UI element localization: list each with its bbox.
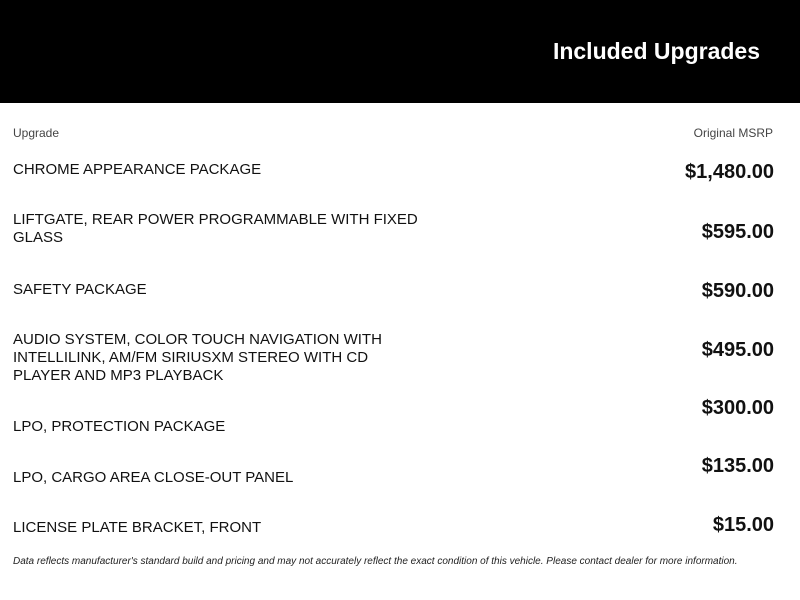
upgrade-name: LPO, CARGO AREA CLOSE-OUT PANEL xyxy=(13,469,294,486)
page-title: Included Upgrades xyxy=(552,38,760,64)
column-header-upgrade: Upgrade xyxy=(13,126,60,140)
upgrade-name: LPO, PROTECTION PACKAGE xyxy=(13,418,226,435)
upgrade-price: $495.00 xyxy=(701,339,774,361)
upgrade-price: $1,480.00 xyxy=(685,161,774,183)
upgrade-name: LICENSE PLATE BRACKET, FRONT xyxy=(13,519,262,536)
upgrade-name: SAFETY PACKAGE xyxy=(13,281,147,298)
disclaimer-footnote: Data reflects manufacturer's standard build and pricing and may not accurately reflect the exact condition of this vehicle. Please contact dealer for more information. xyxy=(13,556,738,567)
upgrade-name: LIFTGATE, REAR POWER PROGRAMMABLE WITH FIXED GLASS xyxy=(13,211,418,246)
upgrade-price: $15.00 xyxy=(712,514,774,536)
upgrade-price: $595.00 xyxy=(701,221,774,243)
upgrade-price: $135.00 xyxy=(701,455,774,477)
upgrade-price: $300.00 xyxy=(701,397,774,419)
upgrade-price: $590.00 xyxy=(701,280,774,302)
header-bar xyxy=(0,0,800,103)
upgrade-name: CHROME APPEARANCE PACKAGE xyxy=(13,161,262,178)
column-header-msrp: Original MSRP xyxy=(693,126,773,140)
upgrade-name: AUDIO SYSTEM, COLOR TOUCH NAVIGATION WITH INTELLILINK, AM/FM SIRIUSXM STEREO WITH CD PLAYER AND MP3 PLAYBACK xyxy=(13,331,382,384)
